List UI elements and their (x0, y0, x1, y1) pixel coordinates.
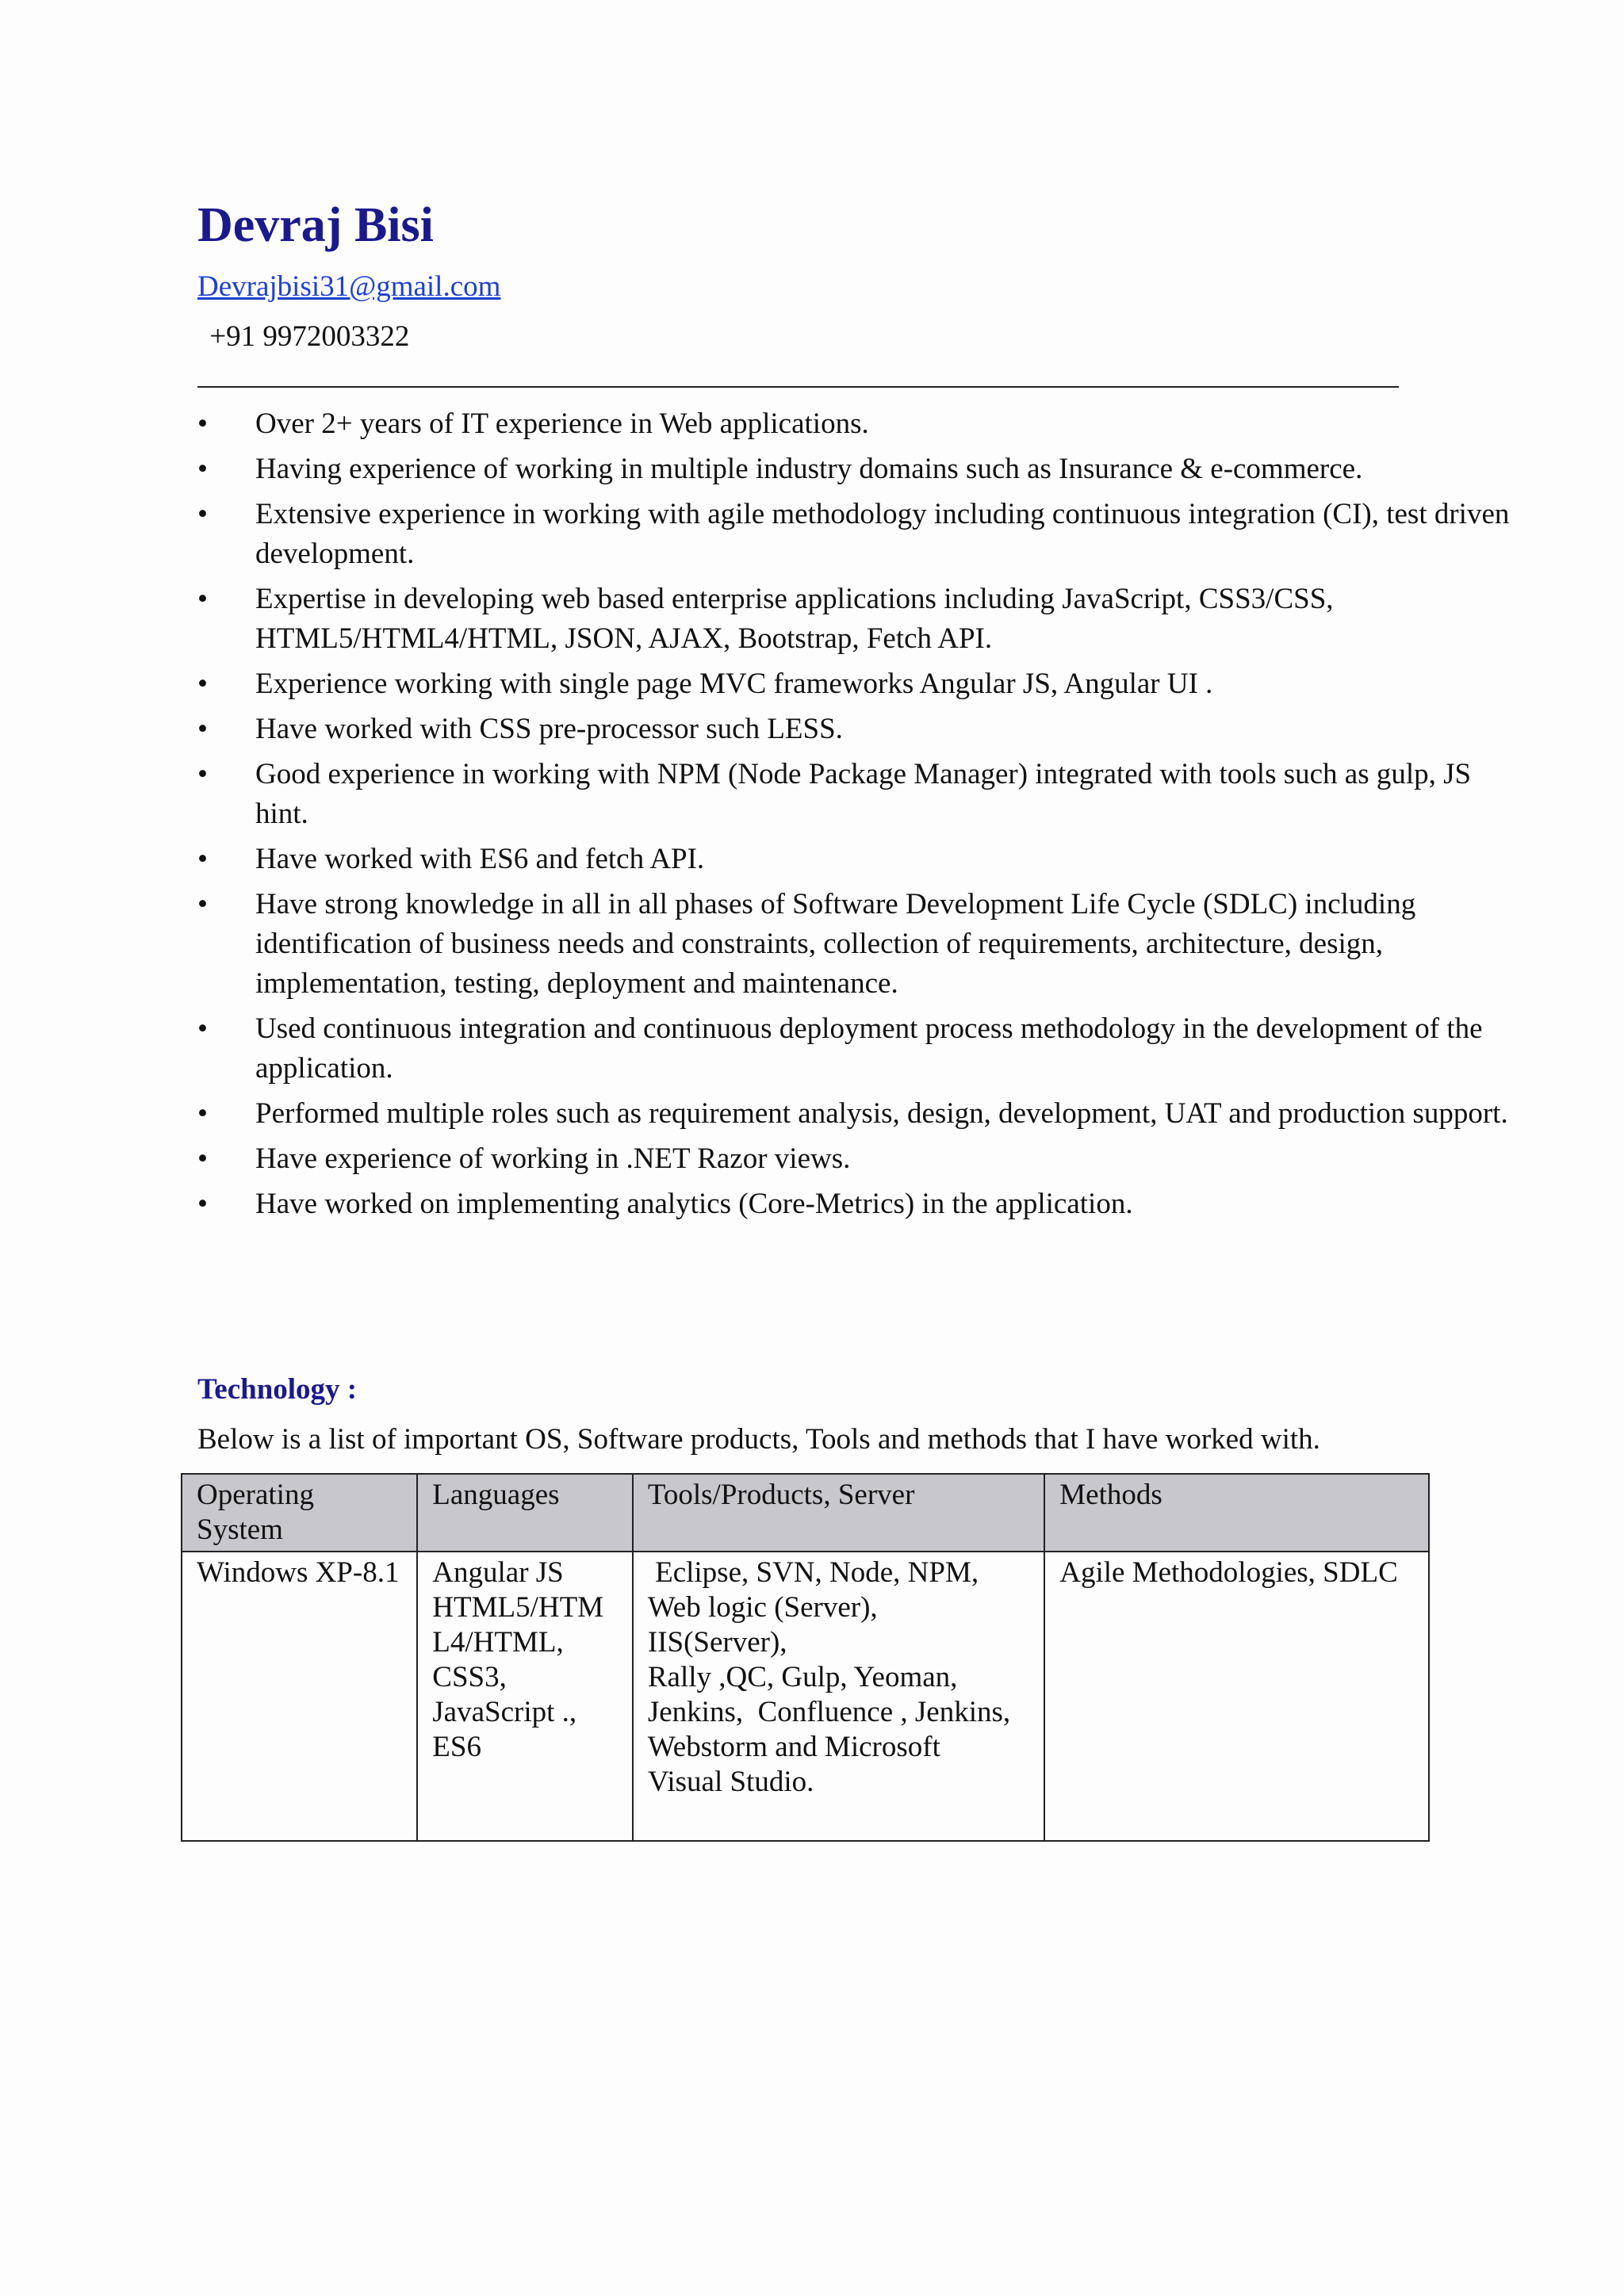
bullet: • (197, 758, 208, 790)
bullet: • (197, 1097, 208, 1130)
bullet: • (197, 1188, 208, 1220)
bullet: • (197, 843, 208, 875)
cell-languages (417, 1552, 633, 1841)
list-item-text: Have worked on implementing analytics (Core-Metrics) in the application. (255, 1188, 1133, 1220)
list-item (197, 664, 1530, 704)
language-line: HTML5/HTM (432, 1591, 604, 1624)
list-item (197, 885, 1530, 1004)
table-header-row (182, 1474, 1429, 1552)
bullet: • (197, 888, 208, 920)
header-operating-system: Operating System (182, 1474, 417, 1552)
list-item-text: Performed multiple roles such as requirement analysis, design, development, UAT and production support. (255, 1097, 1508, 1130)
language-line: JavaScript ., (432, 1696, 577, 1728)
tool-line: Jenkins, Confluence , Jenkins, (647, 1696, 1011, 1728)
list-item (197, 1184, 1530, 1224)
list-item (197, 755, 1530, 834)
list-item (197, 404, 1530, 444)
table-row (182, 1552, 1429, 1841)
bullet: • (197, 583, 208, 615)
email-link[interactable]: Devrajbisi31@gmail.com (197, 270, 501, 303)
list-item (197, 450, 1530, 489)
list-item-text: Over 2+ years of IT experience in Web applications. (255, 408, 869, 440)
bullet: • (197, 713, 208, 745)
list-item (197, 1094, 1530, 1134)
list-item-text: Good experience in working with NPM (Node Package Manager) integrated with tools such as gulp, JS hint. (255, 758, 1472, 830)
phone-number: +91 9972003322 (202, 320, 410, 353)
list-item-text: Have experience of working in .NET Razor views. (255, 1142, 851, 1175)
bullet: • (197, 498, 208, 530)
tool-line: Webstorm and Microsoft (647, 1731, 940, 1763)
cell-tools (633, 1552, 1044, 1841)
cell-operating-system: Windows XP-8.1 (182, 1552, 417, 1841)
list-item-text: Used continuous integration and continuous deployment process methodology in the development of the application. (255, 1012, 1483, 1085)
tool-line: Visual Studio. (647, 1766, 814, 1798)
bullet: • (197, 453, 208, 485)
header-divider (197, 386, 1399, 388)
list-item-text: Have worked with ES6 and fetch API. (255, 843, 705, 875)
list-item (197, 580, 1530, 659)
header-languages: Languages (417, 1474, 633, 1552)
header-methods: Methods (1044, 1474, 1429, 1552)
list-item (197, 495, 1530, 574)
list-item-text: Have strong knowledge in all in all phases of Software Development Life Cycle (SDLC) including identification of business needs and constraints, collection of requirements, architecture, design, implementation, testing, deployment and maintenance. (255, 888, 1416, 1000)
cell-methods: Agile Methodologies, SDLC (1044, 1552, 1429, 1841)
bullet: • (197, 1142, 208, 1175)
tool-line: Web logic (Server), (647, 1591, 878, 1624)
list-item (197, 1139, 1530, 1179)
list-item-text: Experience working with single page MVC frameworks Angular JS, Angular UI . (255, 668, 1213, 700)
language-line: ES6 (432, 1731, 481, 1763)
list-item (197, 840, 1530, 879)
bullet: • (197, 668, 208, 700)
technology-heading: Technology : (197, 1373, 358, 1406)
language-line: Angular JS (432, 1556, 564, 1589)
tool-line: Eclipse, SVN, Node, NPM, (647, 1556, 979, 1589)
list-item (197, 710, 1530, 749)
list-item-text: Extensive experience in working with agile methodology including continuous integration (CI), test driven development. (255, 498, 1510, 570)
language-line: L4/HTML, (432, 1626, 564, 1659)
bullet: • (197, 408, 208, 440)
header-tools: Tools/Products, Server (633, 1474, 1044, 1552)
experience-summary-list (197, 404, 1530, 1230)
list-item-text: Having experience of working in multiple industry domains such as Insurance & e-commerce. (255, 453, 1363, 485)
list-item-text: Expertise in developing web based enterprise applications including JavaScript, CSS3/CSS, HTML5/HTML4/HTML, JSON, AJAX, Bootstrap, Fetch API. (255, 583, 1334, 655)
list-item-text: Have worked with CSS pre-processor such LESS. (255, 713, 843, 745)
technology-intro: Below is a list of important OS, Software products, Tools and methods that I have worked with. (197, 1423, 1320, 1456)
tool-line: Rally ,QC, Gulp, Yeoman, (647, 1661, 958, 1693)
language-line: CSS3, (432, 1661, 507, 1693)
list-item (197, 1009, 1530, 1089)
tool-line: IIS(Server), (647, 1626, 787, 1659)
bullet: • (197, 1012, 208, 1045)
technology-table (181, 1473, 1430, 1842)
candidate-name: Devraj Bisi (197, 198, 434, 252)
